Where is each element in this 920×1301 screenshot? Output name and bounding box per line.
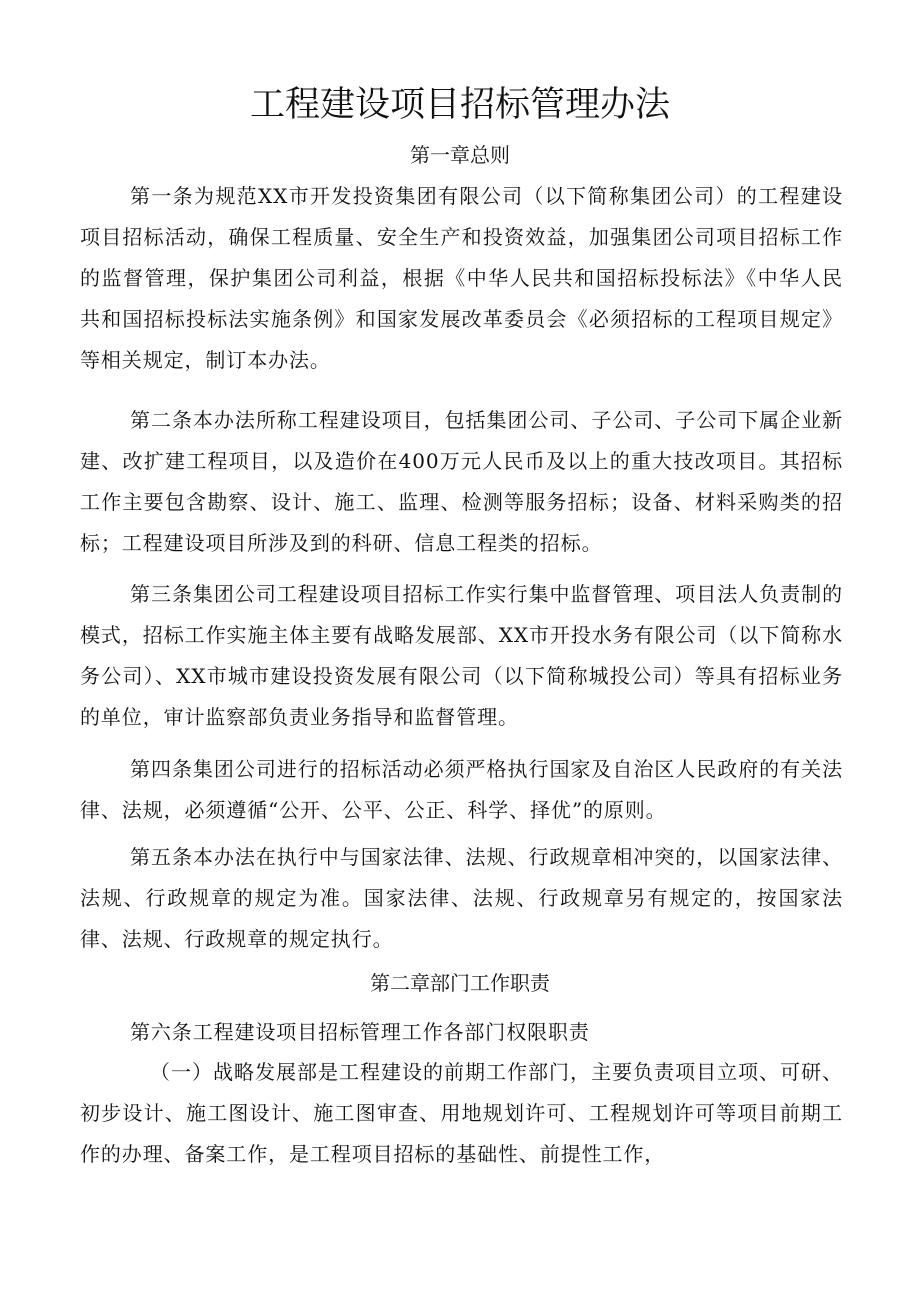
article-6-item-1: （一）战略发展部是工程建设的前期工作部门，主要负责项目立项、可研、初步设计、施工图设计、施工图审查、用地规划许可、工程规划许可等项目前期工作的办理、备案工作，是工程项目招标的基础性、前提性工作，	[80, 1060, 843, 1166]
article-2: 第二条本办法所称工程建设项目，包括集团公司、子公司、子公司下属企业新建、改扩建工程项目，以及造价在400万元人民币及以上的重大技改项目。其招标工作主要包含勘察、设计、施工、监理、检测等服务招标；设备、材料采购类的招标；工程建设项目所涉及到的科研、信息工程类的招标。	[80, 408, 843, 555]
document-title: 工程建设项目招标管理办法	[249, 85, 670, 125]
article-6: 第六条工程建设项目招标管理工作各部门权限职责	[130, 1020, 590, 1044]
article-3: 第三条集团公司工程建设项目招标工作实行集中监督管理、项目法人负责制的模式，招标工作实施主体主要有战略发展部、XX市开投水务有限公司（以下简称水务公司）、XX市城市建设投资发展有限公司（以下简称城投公司）等具有招标业务的单位，审计监察部负责业务指导和监督管理。	[80, 582, 843, 729]
article-4: 第四条集团公司进行的招标活动必须严格执行国家及自治区人民政府的有关法律、法规，必须遵循“公开、公平、公正、科学、择优”的原则。	[80, 757, 843, 822]
chapter-heading-2: 第二章部门工作职责	[370, 971, 550, 995]
chapter-heading-1: 第一章总则	[410, 143, 510, 167]
article-1: 第一条为规范XX市开发投资集团有限公司（以下简称集团公司）的工程建设项目招标活动，确保工程质量、安全生产和投资效益，加强集团公司项目招标工作的监督管理，保护集团公司利益，根据《中华人民共和国招标投标法》《中华人民共和国招标投标法实施条例》和国家发展改革委员会《必须招标的工程项目规定》等相关规定，制订本办法。	[80, 184, 843, 372]
article-5: 第五条本办法在执行中与国家法律、法规、行政规章相冲突的，以国家法律、法规、行政规章的规定为准。国家法律、法规、行政规章另有规定的，按国家法律、法规、行政规章的规定执行。	[80, 845, 843, 951]
